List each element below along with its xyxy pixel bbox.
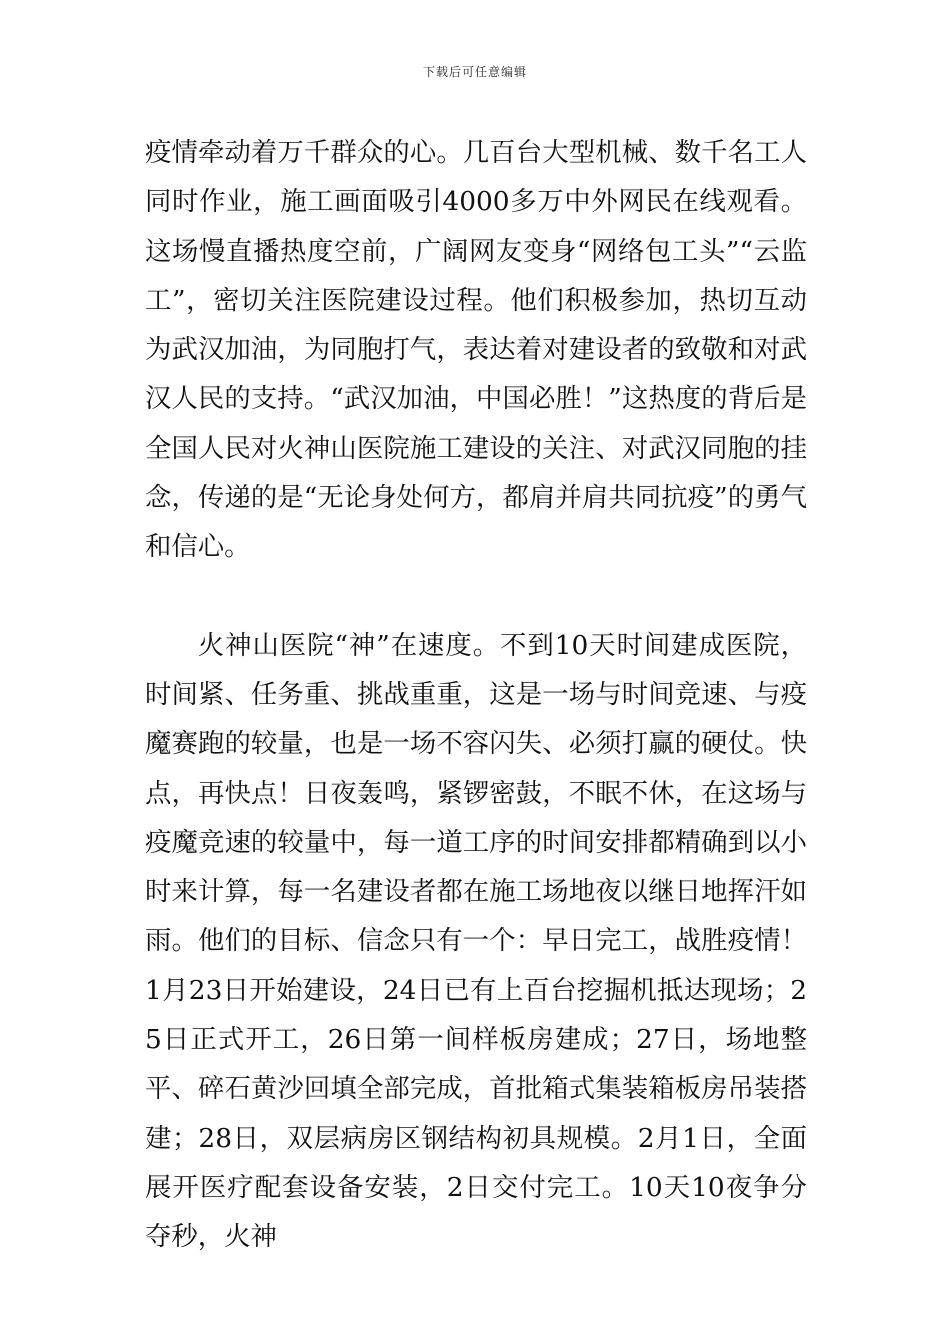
paragraph-2: 火神山医院“神”在速度。不到10天时间建成医院，时间紧、任务重、挑战重重，这是一场与时间竞速、与疫魔赛跑的较量，也是一场不容闪失、必须打赢的硬仗。快点，再快点！日夜轰鸣，紧锣密鼓，不眠不休，在这场与疫魔竞速的较量中，每一道工序的时间安排都精确到以小时来计算，每一名建设者都在施工场地夜以继日地挥汗如雨。他们的目标、信念只有一个：早日完工，战胜疫情！1月23日开始建设，24日已有上百台挖掘机抵达现场；25日正式开工，26日第一间样板房建成；27日，场地整平、碎石黄沙回填全部完成，首批箱式集装箱板房吊装搭建；28日，双层病房区钢结构初具规模。2月1日，全面展开医疗配套设备安装，2日交付完工。10天10夜争分夺秒，火神 bbox=[145, 629, 807, 1253]
paragraph-spacer bbox=[145, 572, 807, 621]
paragraph-1: 疫情牵动着万千群众的心。几百台大型机械、数千名工人同时作业，施工画面吸引4000多万中外网民在线观看。这场慢直播热度空前，广阔网友变身“网络包工头”“云监工”，密切关注医院建设过程。他们积极参加，热切互动为武汉加油，为同胞打气，表达着对建设者的致敬和对武汉人民的支持。“武汉加油，中国必胜！”这热度的背后是全国人民对火神山医院施工建设的关注、对武汉同胞的挂念，传递的是“无论身处何方，都肩并肩共同抗疫”的勇气和信心。 bbox=[145, 137, 807, 563]
body-text bbox=[145, 128, 807, 1262]
page-header: 下载后可任意编辑 bbox=[422, 65, 527, 79]
